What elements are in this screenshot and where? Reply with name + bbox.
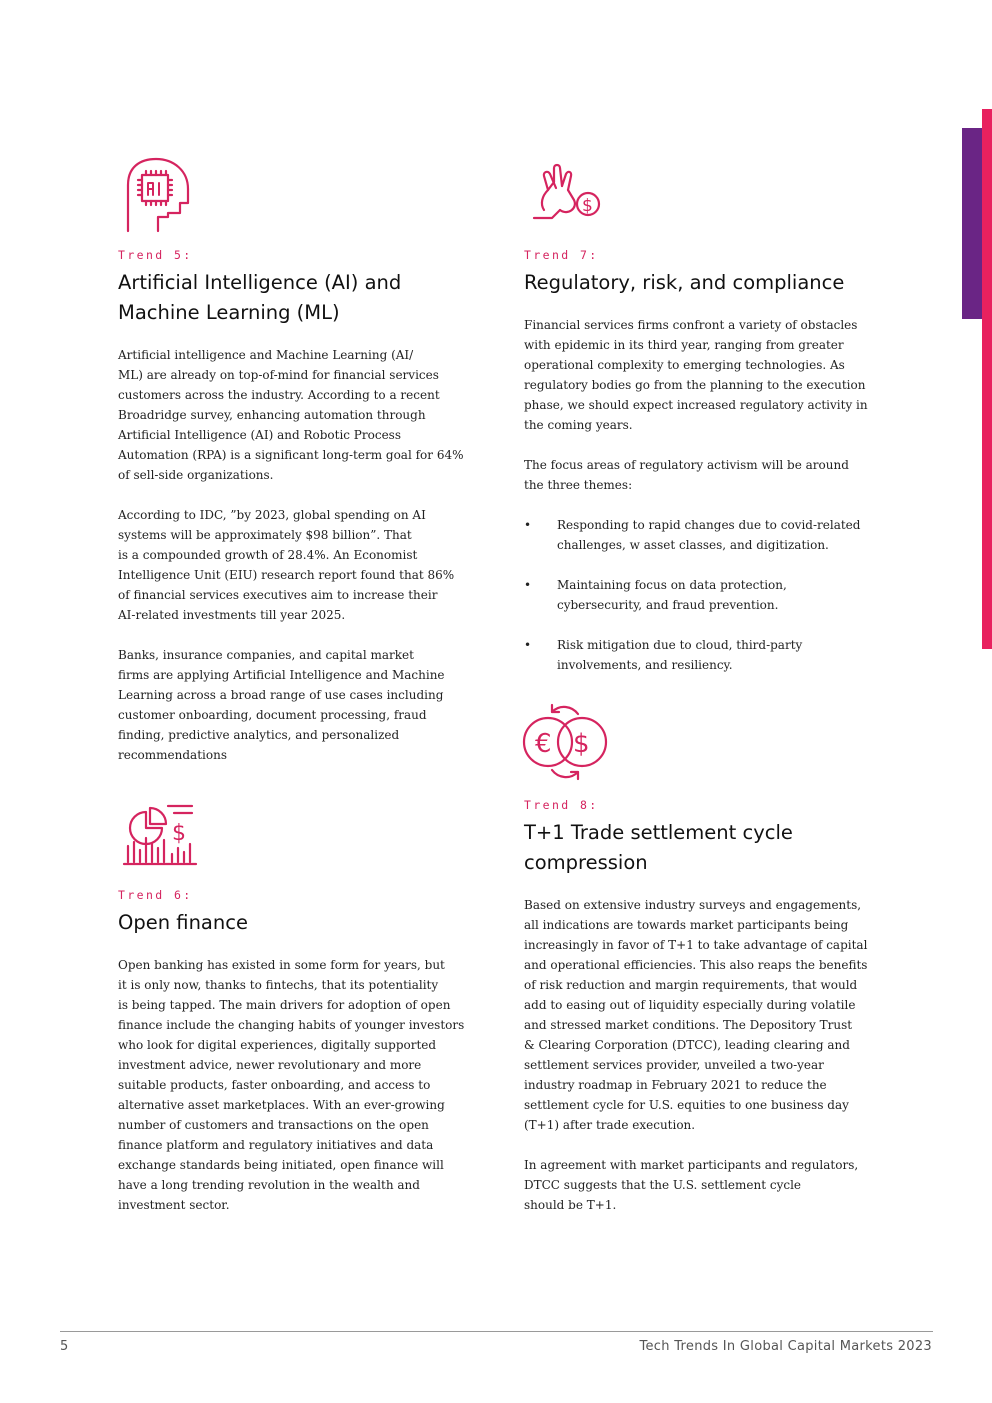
trend-7-body (524, 315, 868, 495)
text-line: industry roadmap in February 2021 to reduce the (524, 1078, 827, 1092)
document-title: Tech Trends In Global Capital Markets 2023 (639, 1339, 932, 1354)
text-line: exchange standards being initiated, open finance will (118, 1158, 444, 1172)
text-line: the three themes: (524, 478, 633, 492)
trend-6-label: Trend 6: (118, 888, 193, 902)
svg-text:$: $ (582, 196, 593, 216)
trend-7-bullet-list (524, 515, 860, 695)
text-line: ML) are already on top-of-mind for financial services (118, 368, 439, 382)
text-line: investment advice, newer revolutionary and more (118, 1058, 422, 1072)
trend-7-label: Trend 7: (524, 248, 599, 262)
text-line: settlement cycle for U.S. equities to one business day (524, 1098, 849, 1112)
trend-7-title (524, 268, 844, 298)
text-line: • Responding to rapid changes due to covid-related (557, 518, 861, 532)
text-line: DTCC suggests that the U.S. settlement cycle (524, 1178, 802, 1192)
title-line: T+1 Trade settlement cycle (524, 821, 793, 844)
text-line: Banks, insurance companies, and capital market (118, 648, 414, 662)
svg-text:€: € (535, 729, 552, 759)
text-line: Intelligence Unit (EIU) research report found that 86% (118, 568, 455, 582)
footer-divider (60, 1331, 933, 1332)
text-line: finance platform and regulatory initiatives and data (118, 1138, 434, 1152)
text-line: the coming years. (524, 418, 633, 432)
text-line: customers across the industry. According to a recent (118, 388, 440, 402)
text-line: (T+1) after trade execution. (524, 1118, 696, 1132)
text-line: who look for digital experiences, digitally supported (118, 1038, 437, 1052)
text-line: all indications are towards market participants being (524, 918, 849, 932)
svg-text:$: $ (573, 729, 590, 759)
text-line: is a compounded growth of 28.4%. An Economist (118, 548, 418, 562)
title-line: compression (524, 851, 648, 874)
currency-exchange-icon (520, 700, 612, 786)
text-line: finding, predictive analytics, and personalized (118, 728, 400, 742)
text-line: • Risk mitigation due to cloud, third-party (557, 638, 803, 652)
title-line: Artificial Intelligence (AI) and (118, 271, 402, 294)
title-line: Machine Learning (ML) (118, 301, 340, 324)
text-line: phase, we should expect increased regulatory activity in (524, 398, 868, 412)
text-line: is being tapped. The main drivers for adoption of open (118, 998, 451, 1012)
text-line: increasingly in favor of T+1 to take advantage of capital (524, 938, 868, 952)
text-line: of risk reduction and margin requirements, that would (524, 978, 858, 992)
page-number: 5 (60, 1339, 69, 1354)
text-line: with epidemic in its third year, ranging from greater (524, 338, 844, 352)
hand-coin-icon (530, 160, 602, 230)
text-line: of sell-side organizations. (118, 468, 274, 482)
trend-6-title (118, 908, 248, 938)
text-line: customer onboarding, document processing, fraud (118, 708, 427, 722)
text-line: The focus areas of regulatory activism will be around (524, 458, 849, 472)
text-line: Artificial intelligence and Machine Learning (AI/ (118, 348, 414, 362)
trend-6-body (118, 955, 464, 1215)
text-line: recommendations (118, 748, 227, 762)
text-line: According to IDC, ”by 2023, global spending on AI (118, 508, 426, 522)
list-item (524, 515, 860, 555)
text-line: Financial services firms confront a variety of obstacles (524, 318, 858, 332)
trend-5-body (118, 345, 464, 765)
title-line: Regulatory, risk, and compliance (524, 271, 845, 294)
text-line: and operational efficiencies. This also reaps the benefits (524, 958, 868, 972)
text-line: Learning across a broad range of use cases including (118, 688, 444, 702)
text-line: should be T+1. (524, 1198, 617, 1212)
list-item (524, 635, 860, 675)
text-line: Broadridge survey, enhancing automation through (118, 408, 426, 422)
text-line: Open banking has existed in some form for years, but (118, 958, 445, 972)
text-line: • Maintaining focus on data protection, (557, 578, 787, 592)
text-line: systems will be approximately $98 billion”. That (118, 528, 412, 542)
text-line: and stressed market conditions. The Depository Trust (524, 1018, 853, 1032)
text-line: finance include the changing habits of younger investors (118, 1018, 465, 1032)
text-line: & Clearing Corporation (DTCC), leading clearing and (524, 1038, 850, 1052)
text-line: Based on extensive industry surveys and engagements, (524, 898, 862, 912)
side-accent-bar-pink (982, 109, 992, 649)
text-line: number of customers and transactions on the open (118, 1118, 429, 1132)
text-line: alternative asset marketplaces. With an ever-growing (118, 1098, 445, 1112)
trend-8-label: Trend 8: (524, 798, 599, 812)
trend-5-label: Trend 5: (118, 248, 193, 262)
text-line: regulatory bodies go from the planning to the execution (524, 378, 866, 392)
list-item (524, 575, 860, 615)
text-line: suitable products, faster onboarding, and access to (118, 1078, 431, 1092)
text-line: firms are applying Artificial Intelligence and Machine (118, 668, 445, 682)
text-line: challenges, w asset classes, and digitization. (557, 538, 829, 552)
text-line: settlement services provider, unveiled a two-year (524, 1058, 824, 1072)
svg-text:$: $ (172, 821, 186, 846)
text-line: involvements, and resiliency. (557, 658, 733, 672)
trend-8-title (524, 818, 793, 878)
text-line: cybersecurity, and fraud prevention. (557, 598, 779, 612)
trend-8-body (524, 895, 867, 1215)
ai-head-icon (118, 155, 194, 235)
text-line: it is only now, thanks to fintechs, that its potentiality (118, 978, 439, 992)
finance-chart-icon (120, 798, 200, 868)
trend-5-title (118, 268, 401, 328)
text-line: AI-related investments till year 2025. (118, 608, 346, 622)
side-accent-bar-purple (962, 128, 982, 319)
text-line: have a long trending revolution in the wealth and (118, 1178, 420, 1192)
text-line: Artificial Intelligence (AI) and Robotic Process (118, 428, 401, 442)
text-line: In agreement with market participants and regulators, (524, 1158, 859, 1172)
text-line: of financial services executives aim to increase their (118, 588, 438, 602)
text-line: Automation (RPA) is a significant long-term goal for 64% (118, 448, 464, 462)
title-line: Open finance (118, 911, 248, 934)
text-line: add to easing out of liquidity especially during volatile (524, 998, 856, 1012)
text-line: operational complexity to emerging technologies. As (524, 358, 845, 372)
text-line: investment sector. (118, 1198, 230, 1212)
